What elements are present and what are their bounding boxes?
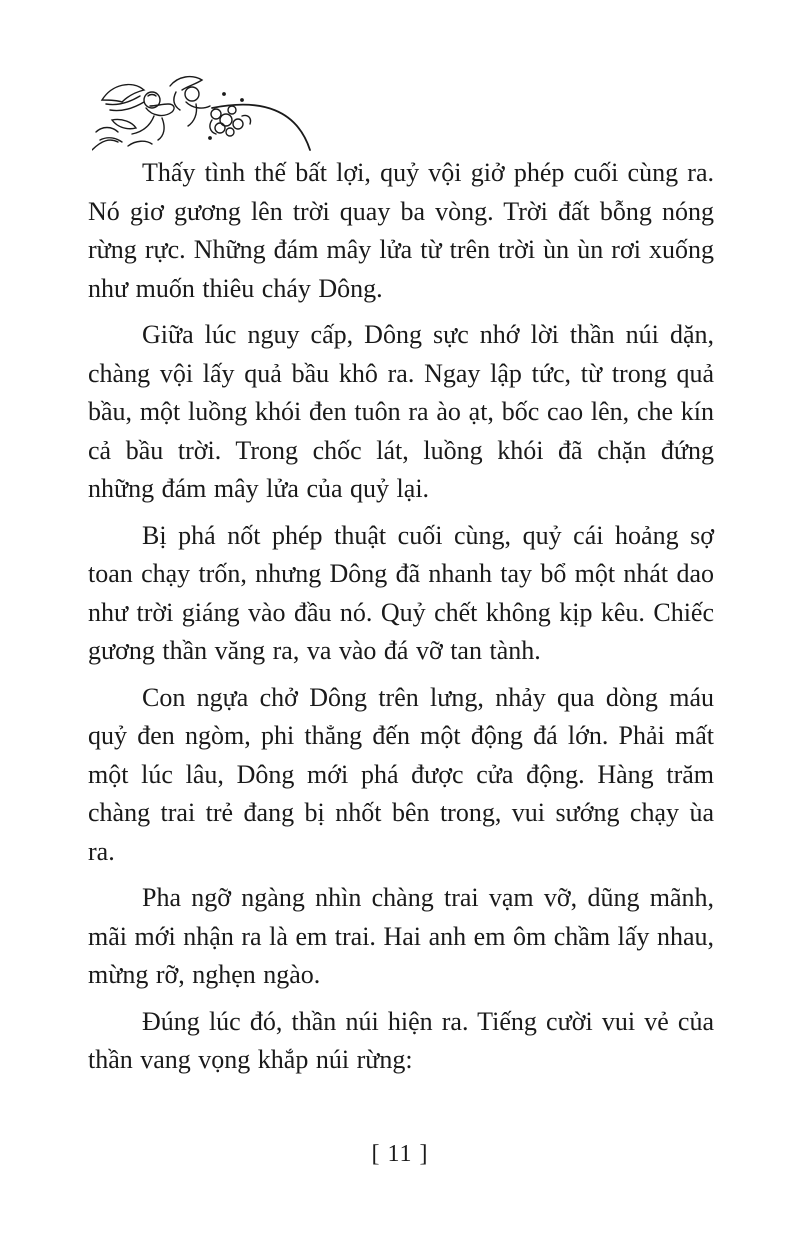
story-text: [88, 154, 714, 1088]
paragraph-5: Pha ngỡ ngàng nhìn chàng trai vạm vỡ, dũng mãnh, mãi mới nhận ra là em trai. Hai anh em ôm chầm lấy nhau, mừng rỡ, nghẹn ngào.: [88, 883, 714, 989]
paragraph-4: Con ngựa chở Dông trên lưng, nhảy qua dòng máu quỷ đen ngòm, phi thẳng đến một động đá lớn. Phải mất một lúc lâu, Dông mới phá được cửa động. Hàng trăm chàng trai trẻ đang bị nhốt bên trong, vui sướng chạy ùa ra.: [88, 682, 714, 866]
paragraph-6: Đúng lúc đó, thần núi hiện ra. Tiếng cười vui vẻ của thần vang vọng khắp núi rừng:: [88, 1006, 714, 1074]
page-number: [ 11 ]: [371, 1141, 429, 1167]
paragraph-1: Thấy tình thế bất lợi, quỷ vội giở phép cuối cùng ra. Nó giơ gương lên trời quay ba vòng. Trời đất bỗng nóng rừng rực. Những đám mây lửa từ trên trời ùn ùn rơi xuống như muốn thiêu cháy Dông.: [88, 158, 714, 303]
paragraph-2: Giữa lúc nguy cấp, Dông sực nhớ lời thần núi dặn, chàng vội lấy quả bầu khô ra. Ngay lập tức, từ trong quả bầu, một luồng khói đen tuôn ra ào ạt, bốc cao lên, che kín cả bầu trời. Trong chốc lát, luồng khói đã chặn đứng những đám mây lửa của quỷ lại.: [88, 320, 714, 503]
cherub-floral-ornament-icon: [92, 70, 322, 160]
paragraph-3: Bị phá nốt phép thuật cuối cùng, quỷ cái hoảng sợ toan chạy trốn, nhưng Dông đã nhanh tay bổ một nhát dao như trời giáng vào đầu nó. Quỷ chết không kịp kêu. Chiếc gương thần văng ra, va vào đá vỡ tan tành.: [88, 520, 714, 665]
